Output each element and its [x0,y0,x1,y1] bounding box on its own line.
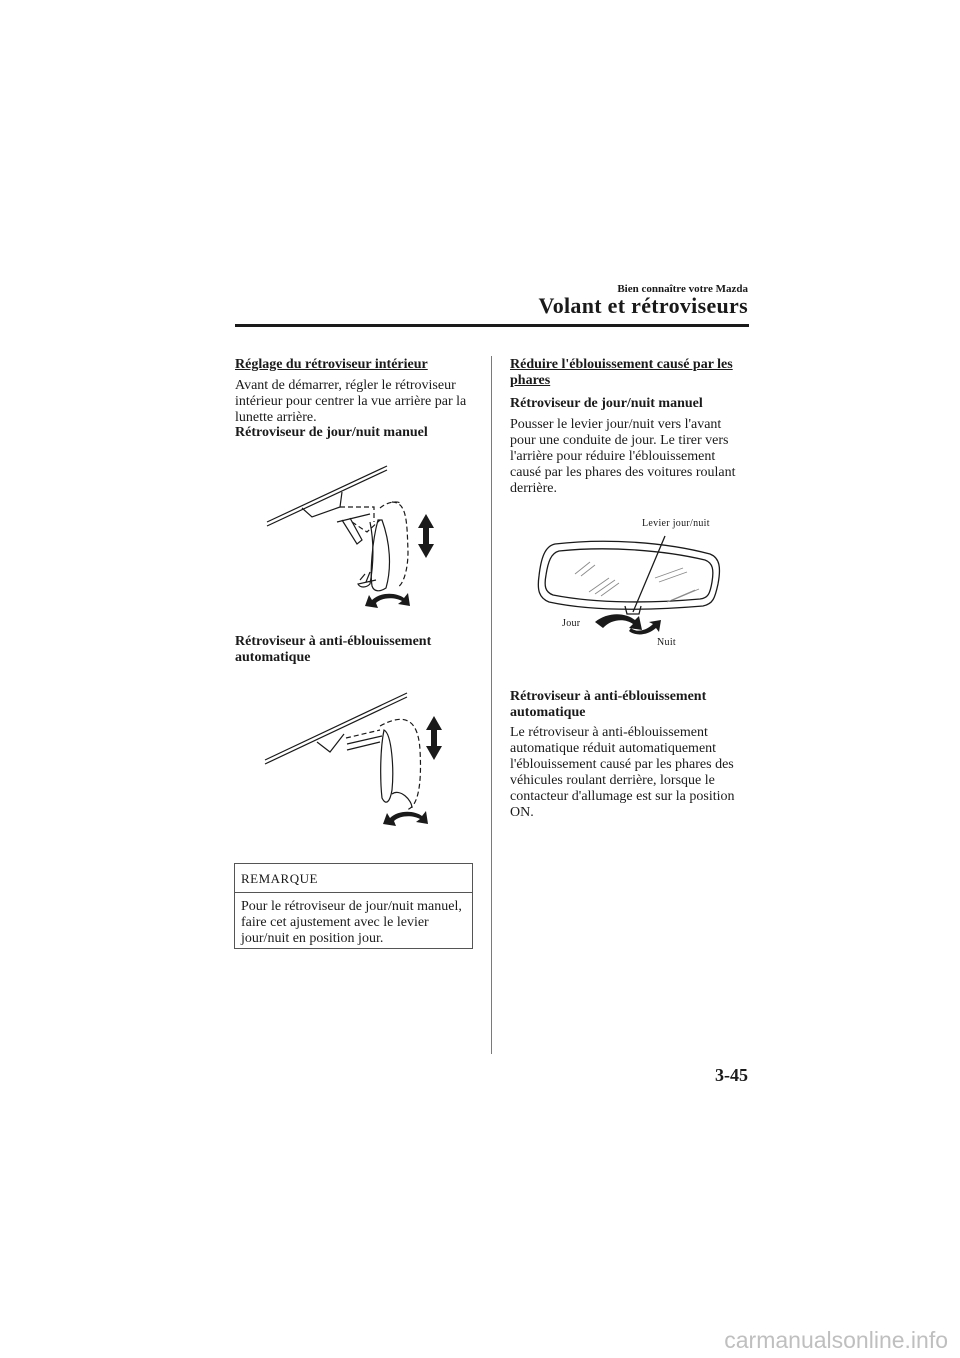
manual-mirror-figure [262,462,452,612]
right-heading: Réduire l'éblouissement causé par les phares [510,357,733,388]
auto-mirror-figure [262,690,452,835]
night-label: Nuit [657,637,676,648]
note-box [234,863,473,949]
page-number: 3-45 [715,1065,748,1085]
front-mirror-figure [535,532,725,642]
note-separator [235,892,472,893]
header-rule [235,324,749,327]
watermark: carmanualsonline.info [724,1327,948,1353]
right-manual-text: Pousser le levier jour/nuit vers l'avant pour une conduite de jour. Le tirer vers l'arrière pour réduire l'éblouissement causé par les phares des voitures roulant derrière. [510,417,736,496]
column-divider [491,356,492,1054]
left-manual-heading: Rétroviseur de jour/nuit manuel [235,425,428,440]
note-text: Pour le rétroviseur de jour/nuit manuel, faire cet ajustement avec le levier jour/nuit en position jour. [241,899,462,946]
right-manual-heading: Rétroviseur de jour/nuit manuel [510,396,703,411]
note-title: REMARQUE [241,871,318,886]
right-auto-heading: Rétroviseur à anti-éblouissement automatique [510,689,707,720]
section-subtitle: Bien connaître votre Mazda [617,283,748,295]
left-auto-heading: Rétroviseur à anti-éblouissement automatique [235,634,432,665]
left-heading: Réglage du rétroviseur intérieur [235,357,428,372]
lever-label: Levier jour/nuit [642,518,710,529]
day-label: Jour [562,618,581,629]
page-title: Volant et rétroviseurs [538,293,748,318]
left-intro-text: Avant de démarrer, régler le rétroviseur intérieur pour centrer la vue arrière par la lunette arrière. [235,378,467,425]
right-auto-text: Le rétroviseur à anti-éblouissement automatique réduit automatiquement l'éblouissement causé par les phares des véhicules roulant derrière, lorsque le contacteur d'allumage est sur la position ON. [510,725,735,820]
